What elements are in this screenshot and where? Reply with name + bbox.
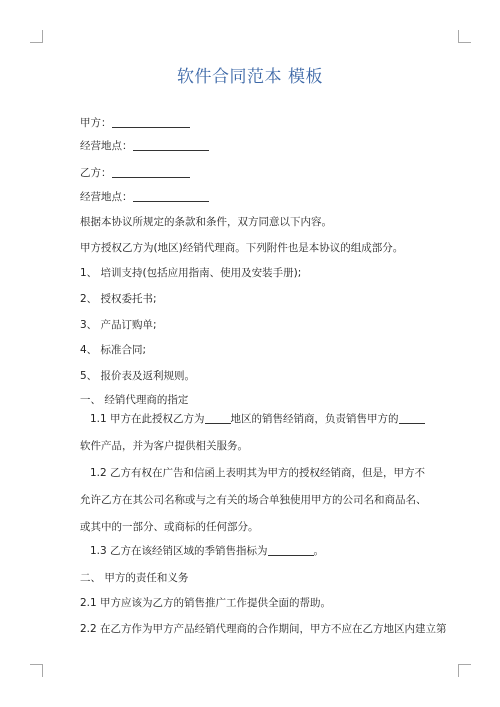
clause-1-1 (80, 406, 432, 460)
clause-1-2: 1.2 乙方有权在广告和信函上表明其为甲方的授权经销商，但是，甲方不允许乙方在其公司名称或与之有关的场合单独使用甲方的公司名和商品名、或其中的一部分、或商标的任何部分。 (80, 467, 427, 533)
party-b-blank (112, 167, 190, 178)
crop-mark-bottom-right (458, 664, 471, 677)
party-a-label: 甲方： (80, 117, 112, 129)
clause-1-1-part-b: 地区的销售经销商，负责销售甲方的 (230, 413, 399, 425)
address-a-field (80, 139, 209, 153)
clause-1-3 (80, 544, 324, 558)
crop-mark-top-right (458, 30, 471, 43)
clause-1-1-part-a: 1.1 甲方在此授权乙方为 (90, 413, 205, 425)
section-heading: 二、 甲方的责任和义务 (80, 572, 189, 584)
party-a-field (80, 116, 190, 130)
attachment-item: 1、 培训支持(包括应用指南、使用及安装手册); (80, 267, 302, 279)
attachment-item: 3、 产品订购单; (80, 319, 157, 331)
software-blank (399, 413, 425, 424)
crop-mark-bottom-left (30, 664, 43, 677)
section-heading: 一、 经销代理商的指定 (80, 394, 189, 406)
clause-2-2: 2.2 在乙方作为甲方产品经销代理商的合作期间，甲方不应在乙方地区内建立第 (80, 623, 447, 635)
clause-1-3-part-b: 。 (313, 545, 325, 557)
party-b-field (80, 166, 190, 180)
document-title: 软件合同范本 模板 (177, 67, 323, 87)
region-blank (205, 413, 231, 424)
sales-target-blank (268, 545, 314, 556)
clause-1-3-part-a: 1.3 乙方在该经销区域的季销售指标为 (90, 545, 268, 557)
clause-1-1-part-c: 软件产品，并为客户提供相关服务。 (80, 440, 248, 452)
crop-mark-top-left (30, 30, 43, 43)
attachment-item: 4、 标准合同; (80, 344, 147, 356)
clause-2-1: 2.1 甲方应该为乙方的销售推广工作提供全面的帮助。 (80, 597, 332, 609)
address-a-label: 经营地点： (80, 140, 133, 152)
address-a-blank (133, 140, 209, 151)
party-a-blank (112, 117, 190, 128)
address-b-field (80, 190, 209, 204)
party-b-label: 乙方： (80, 167, 112, 179)
address-b-blank (133, 191, 209, 202)
attachment-item: 5、 报价表及返利规则。 (80, 370, 196, 382)
address-b-label: 经营地点： (80, 191, 133, 203)
intro-line: 甲方授权乙方为(地区)经销代理商。下列附件也是本协议的组成部分。 (80, 242, 404, 254)
intro-line: 根据本协议所规定的条款和条件，双方同意以下内容。 (80, 216, 332, 228)
attachment-item: 2、 授权委托书; (80, 293, 157, 305)
